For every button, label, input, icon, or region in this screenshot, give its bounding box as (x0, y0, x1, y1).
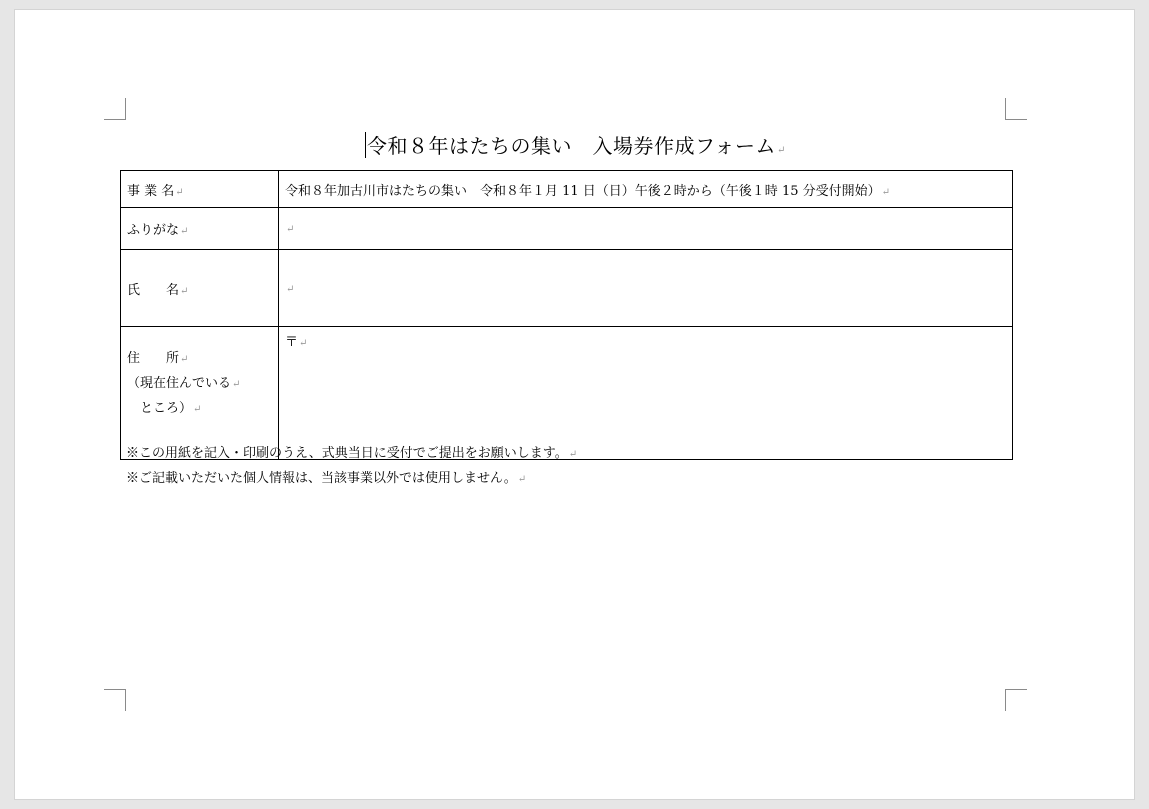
table-cell-value[interactable] (279, 171, 1013, 208)
document-title: 令和８年はたちの集い 入場券作成フォーム (367, 134, 777, 158)
table-cell-label[interactable] (121, 327, 279, 460)
event-name-value: 令和８年加古川市はたちの集い 令和８年１月 11 日（日）午後２時から（午後１時 15 分受付開始） (285, 183, 881, 199)
furigana-field[interactable] (279, 208, 1013, 250)
furigana-label: ふりがな (127, 223, 180, 238)
table-cell-label[interactable] (121, 171, 279, 208)
note-line[interactable] (126, 467, 577, 492)
table-row (121, 208, 1013, 250)
paragraph-mark-icon: ↵ (286, 283, 295, 295)
paragraph-mark-icon: ↵ (777, 145, 786, 156)
address-label-note: （現在住んでいる (127, 376, 232, 391)
name-label: 氏 名 (127, 282, 180, 298)
postal-mark: 〒 (285, 335, 299, 350)
paragraph-mark-icon: ↵ (286, 224, 295, 235)
address-label-note-end: ところ） (127, 401, 193, 416)
table-row (121, 250, 1013, 327)
table-cell-label[interactable] (121, 208, 279, 250)
address-label: 住 所 (127, 351, 180, 366)
notes-block (126, 442, 577, 492)
paragraph-mark-icon: ↵ (517, 474, 527, 485)
name-field[interactable] (279, 250, 1013, 327)
paragraph-mark-icon: ↵ (180, 226, 189, 237)
table-row (121, 327, 1013, 460)
crop-mark-top-left (104, 98, 126, 120)
table-row (121, 171, 1013, 208)
paragraph-mark-icon: ↵ (175, 186, 184, 198)
crop-mark-top-right (1005, 98, 1027, 120)
entry-form-table (120, 170, 1013, 460)
table-cell-label[interactable] (121, 250, 279, 327)
address-field[interactable] (279, 327, 1013, 460)
paragraph-mark-icon: ↵ (299, 338, 308, 349)
crop-mark-bottom-right (1005, 689, 1027, 711)
note-text: ※ご記載いただいた個人情報は、当該事業以外では使用しません。 (126, 471, 517, 486)
crop-mark-bottom-left (104, 689, 126, 711)
document-page (14, 9, 1135, 800)
paragraph-mark-icon: ↵ (232, 379, 241, 390)
event-name-label: 事 業 名 (127, 183, 175, 199)
note-line[interactable] (126, 442, 577, 467)
paragraph-mark-icon: ↵ (180, 285, 189, 297)
text-cursor (365, 132, 366, 158)
document-title-line[interactable] (15, 130, 1136, 159)
paragraph-mark-icon: ↵ (180, 354, 189, 365)
note-text: ※この用紙を記入・印刷のうえ、式典当日に受付でご提出をお願いします。 (126, 446, 568, 461)
paragraph-mark-icon: ↵ (881, 186, 891, 198)
paragraph-mark-icon: ↵ (193, 404, 202, 415)
paragraph-mark-icon: ↵ (568, 449, 578, 460)
